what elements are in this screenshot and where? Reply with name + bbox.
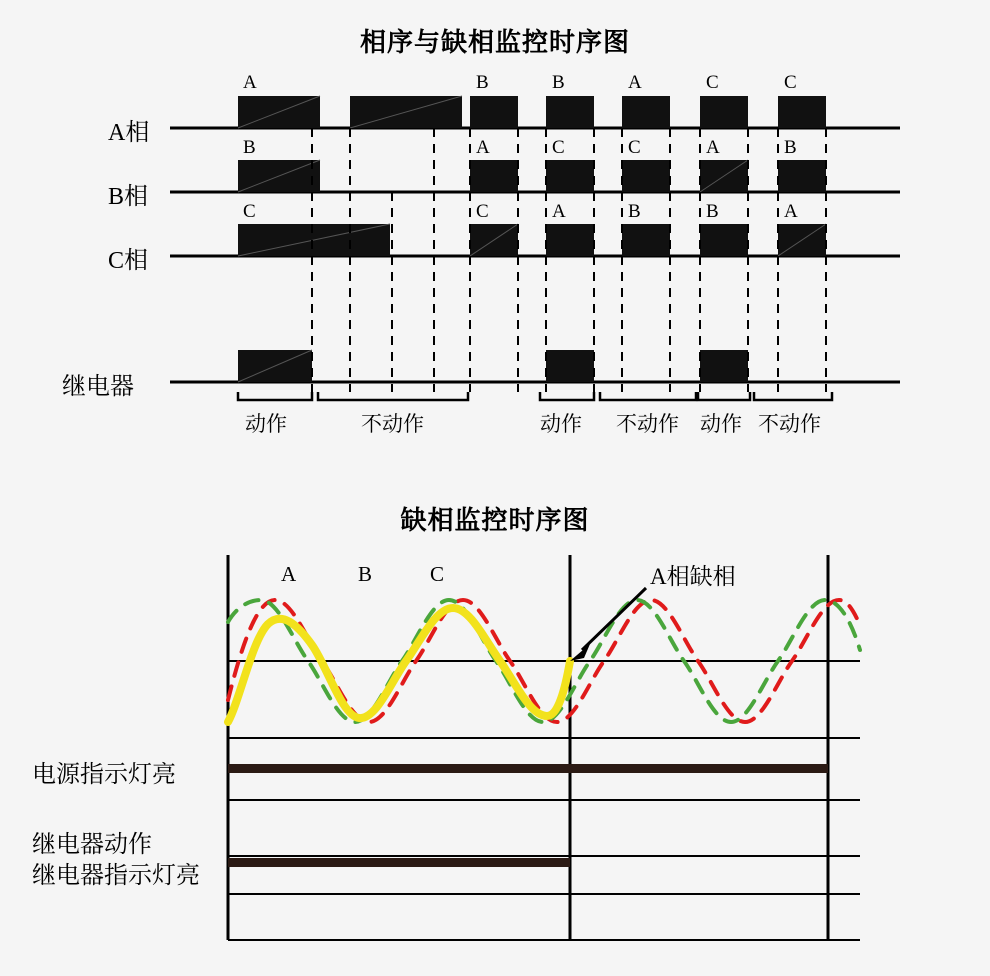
pulse-label-b-0: B (243, 137, 256, 158)
wave-label-c: C (430, 562, 445, 586)
pulse-label-a-2: B (476, 72, 489, 93)
pulse-label-b-6: B (784, 137, 797, 158)
pulse-label-a-5: C (706, 72, 719, 93)
chart1-title: 相序与缺相监控时序图 (359, 28, 630, 57)
pulse-label-b-2: A (476, 137, 490, 158)
action-label-1: 不动作 (361, 412, 424, 436)
chart1-row-label-c: C相 (108, 248, 149, 274)
pulse-label-a-6: C (784, 72, 797, 93)
power-indicator-bar (228, 764, 828, 773)
pulse-label-b-4: C (628, 137, 641, 158)
pulse-label-c-2: C (476, 201, 489, 222)
pulse-label-c-5: B (706, 201, 719, 222)
chart2-row-label-relay-action: 继电器动作 (32, 832, 152, 858)
pulse-label-b-3: C (552, 137, 565, 158)
pulse-label-c-4: B (628, 201, 641, 222)
pulse-label-a-4: A (628, 72, 642, 93)
action-label-4: 动作 (700, 412, 742, 436)
chart2-title: 缺相监控时序图 (400, 506, 590, 535)
chart1-row-label-b: B相 (108, 184, 149, 210)
chart2-row-label-power: 电源指示灯亮 (32, 762, 176, 788)
wave-label-b: B (358, 562, 373, 586)
action-label-2: 动作 (540, 412, 582, 436)
relay-indicator-bar (228, 858, 570, 867)
pulse-label-c-3: A (552, 201, 566, 222)
pulse-label-a-0: A (243, 72, 257, 93)
chart1-row-label-a: A相 (108, 120, 150, 146)
fault-annotation: A相缺相 (650, 564, 736, 589)
action-label-0: 动作 (245, 412, 287, 436)
action-label-3: 不动作 (616, 412, 679, 436)
pulse-label-c-0: C (243, 201, 256, 222)
chart2-row-label-relay-indicator: 继电器指示灯亮 (32, 863, 200, 889)
pulse-label-b-5: A (706, 137, 720, 158)
wave-label-a: A (281, 562, 297, 586)
chart1-row-label-relay: 继电器 (62, 374, 134, 400)
pulse-label-c-6: A (784, 201, 798, 222)
action-label-5: 不动作 (758, 412, 821, 436)
pulse-label-a-3: B (552, 72, 565, 93)
